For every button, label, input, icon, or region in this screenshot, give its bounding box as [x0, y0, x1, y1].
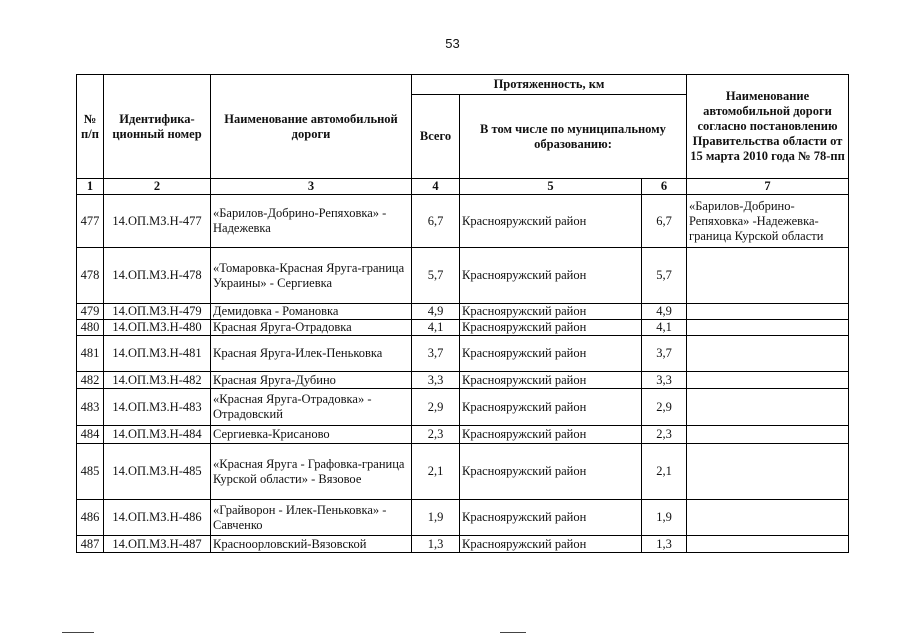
row-district: Краснояружский район — [460, 426, 642, 444]
table-row — [77, 444, 849, 500]
row-total-length: 4,9 — [412, 304, 460, 320]
row-district-length: 5,7 — [642, 248, 687, 304]
row-road-name: Красная Яруга-Дубино — [211, 372, 412, 389]
row-district: Краснояружский район — [460, 536, 642, 553]
column-number: 7 — [687, 179, 849, 195]
row-district-length: 3,3 — [642, 372, 687, 389]
table-row — [77, 248, 849, 304]
row-official-name — [687, 444, 849, 500]
row-total-length: 4,1 — [412, 320, 460, 336]
footer-line-left — [62, 632, 94, 633]
row-road-name: Сергиевка-Крисаново — [211, 426, 412, 444]
row-num: 478 — [77, 248, 104, 304]
table-row — [77, 195, 849, 248]
footer-line-center — [500, 632, 526, 633]
row-district: Краснояружский район — [460, 248, 642, 304]
row-total-length: 6,7 — [412, 195, 460, 248]
header-name: Наименование автомобильной дороги — [211, 75, 412, 179]
row-district-length: 1,3 — [642, 536, 687, 553]
row-total-length: 2,3 — [412, 426, 460, 444]
row-num: 487 — [77, 536, 104, 553]
row-district: Краснояружский район — [460, 320, 642, 336]
row-road-name: «Красная Яруга-Отрадовка» - Отрадовский — [211, 389, 412, 426]
row-official-name: «Барилов-Добрино-Репяховка» -Надежевка-граница Курской области — [687, 195, 849, 248]
row-num: 480 — [77, 320, 104, 336]
row-district-length: 4,9 — [642, 304, 687, 320]
row-road-name: «Томаровка-Красная Яруга-граница Украины» - Сергиевка — [211, 248, 412, 304]
header-total: Всего — [412, 95, 460, 179]
row-district: Краснояружский район — [460, 304, 642, 320]
row-code: 14.ОП.МЗ.Н-487 — [104, 536, 211, 553]
table-header — [77, 75, 849, 195]
row-num: 484 — [77, 426, 104, 444]
row-district-length: 6,7 — [642, 195, 687, 248]
header-official-name: Наименование автомобильной дороги согласно постановлению Правительства области от 15 марта 2010 года № 78-пп — [687, 75, 849, 179]
row-district: Краснояружский район — [460, 389, 642, 426]
row-district: Краснояружский район — [460, 336, 642, 372]
row-official-name — [687, 426, 849, 444]
row-code: 14.ОП.МЗ.Н-482 — [104, 372, 211, 389]
row-official-name — [687, 336, 849, 372]
header-num: № п/п — [77, 75, 104, 179]
row-official-name — [687, 304, 849, 320]
row-code: 14.ОП.МЗ.Н-484 — [104, 426, 211, 444]
row-official-name — [687, 536, 849, 553]
row-num: 477 — [77, 195, 104, 248]
row-district: Краснояружский район — [460, 372, 642, 389]
row-official-name — [687, 389, 849, 426]
table-row — [77, 336, 849, 372]
row-code: 14.ОП.МЗ.Н-477 — [104, 195, 211, 248]
row-district-length: 2,1 — [642, 444, 687, 500]
row-total-length: 3,7 — [412, 336, 460, 372]
row-total-length: 1,3 — [412, 536, 460, 553]
row-district: Краснояружский район — [460, 444, 642, 500]
column-number: 4 — [412, 179, 460, 195]
table-body — [77, 195, 849, 553]
table-row — [77, 372, 849, 389]
column-number: 1 — [77, 179, 104, 195]
table-row — [77, 426, 849, 444]
table-row — [77, 389, 849, 426]
row-total-length: 1,9 — [412, 500, 460, 536]
row-code: 14.ОП.МЗ.Н-480 — [104, 320, 211, 336]
table-row — [77, 500, 849, 536]
row-official-name — [687, 320, 849, 336]
row-road-name: Красноорловский-Вязовской — [211, 536, 412, 553]
row-code: 14.ОП.МЗ.Н-479 — [104, 304, 211, 320]
row-total-length: 2,9 — [412, 389, 460, 426]
column-number: 5 — [460, 179, 642, 195]
row-num: 483 — [77, 389, 104, 426]
row-code: 14.ОП.МЗ.Н-485 — [104, 444, 211, 500]
row-total-length: 2,1 — [412, 444, 460, 500]
column-number: 3 — [211, 179, 412, 195]
row-district-length: 1,9 — [642, 500, 687, 536]
row-district-length: 2,9 — [642, 389, 687, 426]
table-row — [77, 536, 849, 553]
row-district-length: 4,1 — [642, 320, 687, 336]
row-road-name: Красная Яруга-Илек-Пеньковка — [211, 336, 412, 372]
table-row — [77, 304, 849, 320]
header-length-group: Протяженность, км — [412, 75, 687, 95]
row-road-name: «Красная Яруга - Графовка-граница Курской области» - Вязовое — [211, 444, 412, 500]
page-number: 53 — [445, 36, 460, 51]
roads-table — [76, 74, 849, 553]
row-num: 479 — [77, 304, 104, 320]
row-code: 14.ОП.МЗ.Н-478 — [104, 248, 211, 304]
row-num: 482 — [77, 372, 104, 389]
row-official-name — [687, 500, 849, 536]
row-num: 481 — [77, 336, 104, 372]
row-district: Краснояружский район — [460, 500, 642, 536]
column-number: 6 — [642, 179, 687, 195]
row-code: 14.ОП.МЗ.Н-486 — [104, 500, 211, 536]
row-num: 486 — [77, 500, 104, 536]
table-row — [77, 320, 849, 336]
row-official-name — [687, 372, 849, 389]
header-including: В том числе по муниципальному образованию: — [460, 95, 687, 179]
row-official-name — [687, 248, 849, 304]
row-total-length: 3,3 — [412, 372, 460, 389]
row-num: 485 — [77, 444, 104, 500]
header-code: Идентифика-ционный номер — [104, 75, 211, 179]
row-district-length: 3,7 — [642, 336, 687, 372]
row-code: 14.ОП.МЗ.Н-481 — [104, 336, 211, 372]
row-code: 14.ОП.МЗ.Н-483 — [104, 389, 211, 426]
row-road-name: Демидовка - Романовка — [211, 304, 412, 320]
row-district-length: 2,3 — [642, 426, 687, 444]
row-road-name: Красная Яруга-Отрадовка — [211, 320, 412, 336]
row-road-name: «Грайворон - Илек-Пеньковка» - Савченко — [211, 500, 412, 536]
row-road-name: «Барилов-Добрино-Репяховка» - Надежевка — [211, 195, 412, 248]
row-district: Краснояружский район — [460, 195, 642, 248]
row-total-length: 5,7 — [412, 248, 460, 304]
column-number: 2 — [104, 179, 211, 195]
column-number-row — [77, 179, 849, 195]
